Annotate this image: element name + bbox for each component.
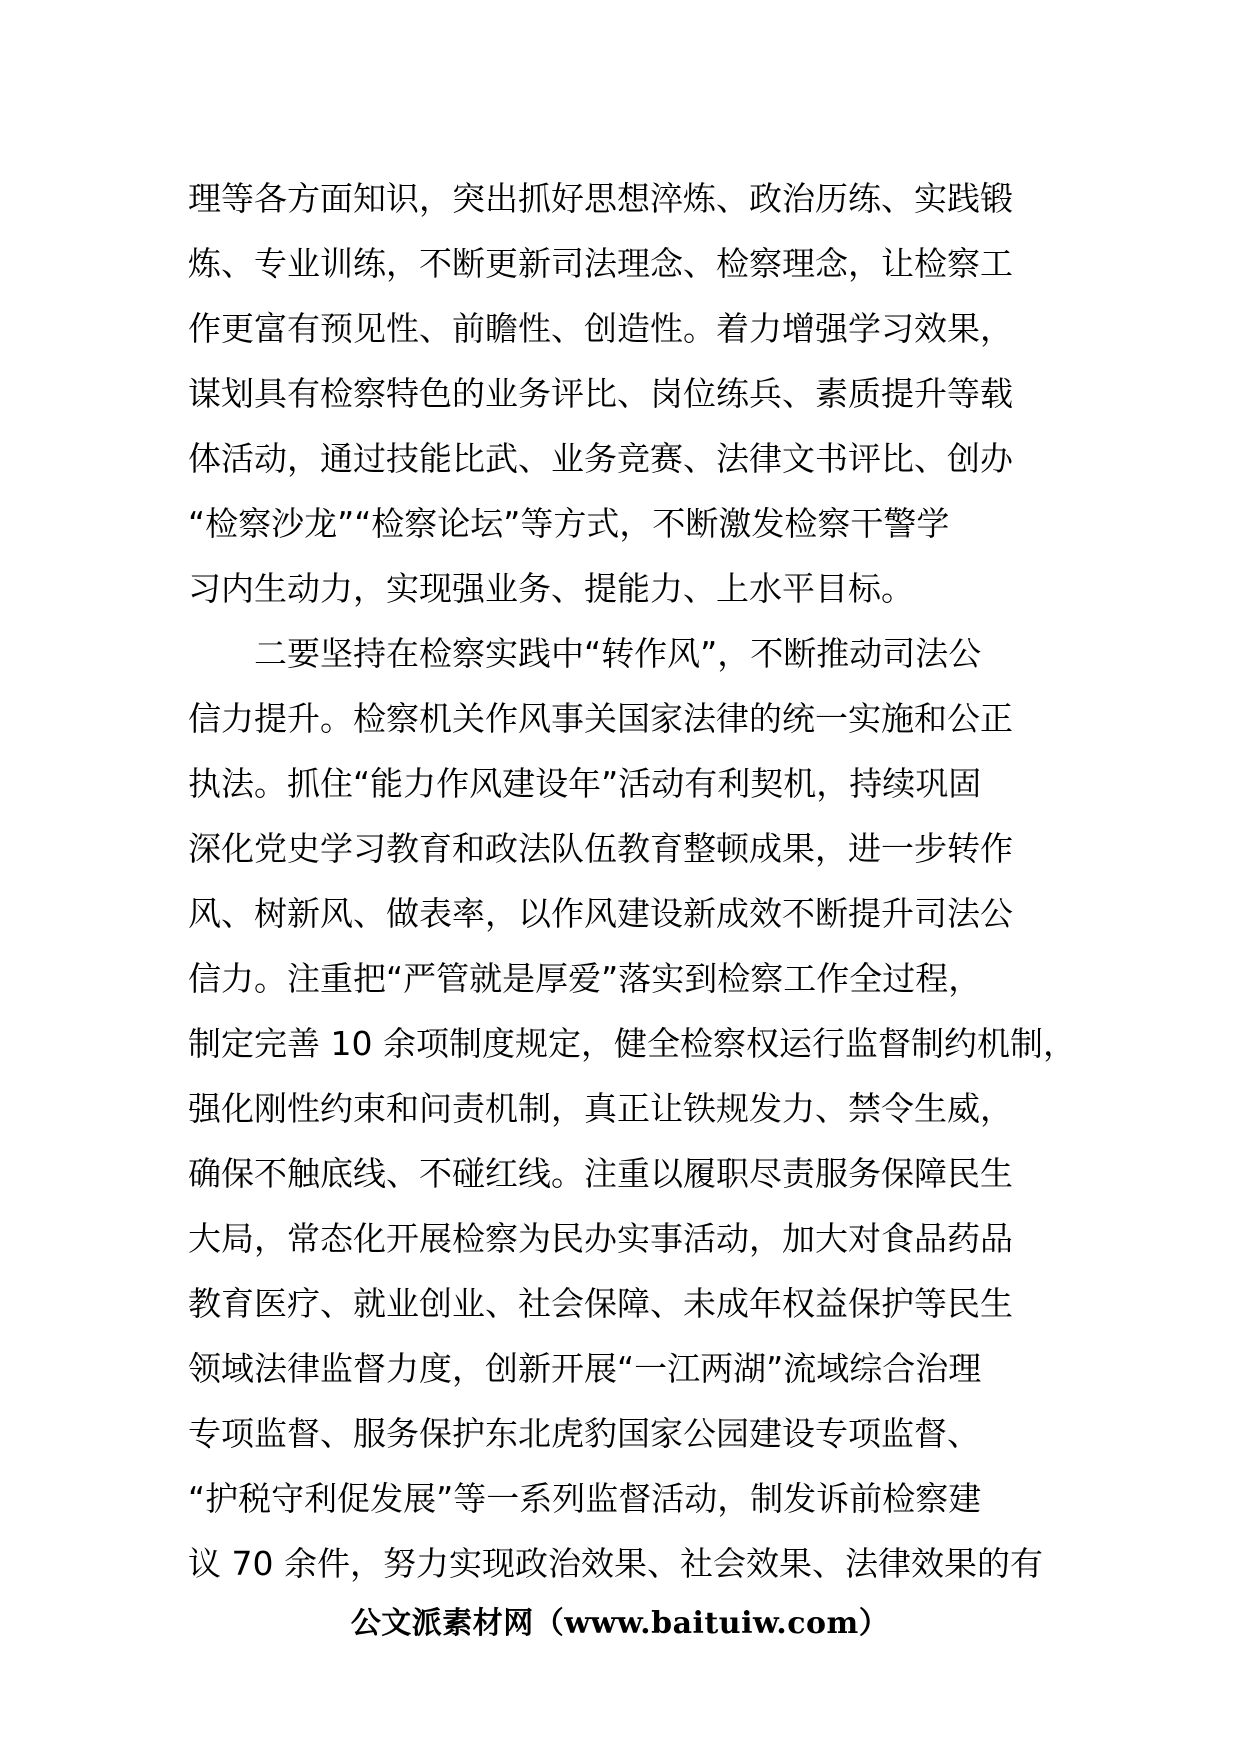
text-line: “检察沙龙”“检察论坛”等方式，不断激发检察干警学 <box>188 504 950 543</box>
text-line: 信力提升。检察机关作风事关国家法律的统一实施和公正 <box>188 699 1013 738</box>
text-line: 大局，常态化开展检察为民办实事活动，加大对食品药品 <box>188 1219 1013 1258</box>
text-line: 作更富有预见性、前瞻性、创造性。着力增强学习效果， <box>188 309 1013 348</box>
text-line: 教育医疗、就业创业、社会保障、未成年权益保护等民生 <box>188 1284 1013 1323</box>
text-line: 炼、专业训练，不断更新司法理念、检察理念，让检察工 <box>188 244 1013 283</box>
text-line: 二要坚持在检察实践中“转作风”，不断推动司法公 <box>188 634 982 673</box>
text-line: 专项监督、服务保护东北虎豹国家公园建设专项监督、 <box>188 1414 980 1453</box>
text-line: 习内生动力，实现强业务、提能力、上水平目标。 <box>188 569 914 608</box>
body-text <box>188 166 1088 1596</box>
text-line: 理等各方面知识，突出抓好思想淬炼、政治历练、实践锻 <box>188 179 1013 218</box>
text-line: “护税守利促发展”等一系列监督活动，制发诉前检察建 <box>188 1479 982 1518</box>
text-line: 风、树新风、做表率，以作风建设新成效不断提升司法公 <box>188 894 1013 933</box>
text-line: 强化刚性约束和问责机制，真正让铁规发力、禁令生威， <box>188 1089 1013 1128</box>
text-line: 执法。抓住“能力作风建设年”活动有利契机，持续巩固 <box>188 764 982 803</box>
text-line: 领域法律监督力度，创新开展“一江两湖”流域综合治理 <box>188 1349 982 1388</box>
text-line: 议 70 余件，努力实现政治效果、社会效果、法律效果的有 <box>188 1544 1043 1583</box>
text-line: 谋划具有检察特色的业务评比、岗位练兵、素质提升等载 <box>188 374 1013 413</box>
footer-watermark: 公文派素材网（www.baituiw.com） <box>350 1606 890 1641</box>
text-line: 信力。注重把“严管就是厚爱”落实到检察工作全过程， <box>188 959 982 998</box>
text-line: 体活动，通过技能比武、业务竞赛、法律文书评比、创办 <box>188 439 1013 478</box>
text-line: 深化党史学习教育和政法队伍教育整顿成果，进一步转作 <box>188 829 1013 868</box>
text-line: 制定完善 10 余项制度规定，健全检察权运行监督制约机制， <box>188 1024 1076 1063</box>
text-line: 确保不触底线、不碰红线。注重以履职尽责服务保障民生 <box>188 1154 1013 1193</box>
